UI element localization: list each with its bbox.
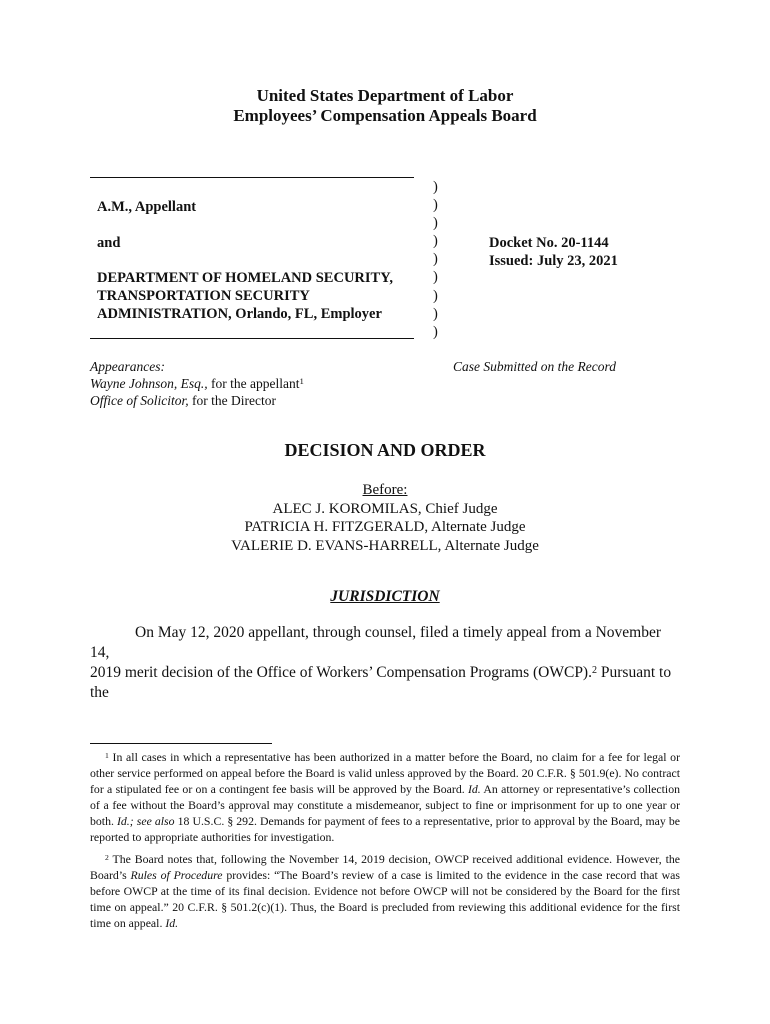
footnote-separator <box>90 743 272 744</box>
body-paragraph <box>90 623 680 703</box>
caption-bottom-rule <box>90 338 414 339</box>
appearances-block <box>90 358 304 409</box>
body-line-2: 2019 merit decision of the Office of Workers’ Compensation Programs (OWCP).$^2$ Pursuant to the <box>90 664 672 701</box>
footnote-1: $^1$ In all cases in which a representative has been authorized in a matter before the Board, no claim for a fee for legal or other service performed on appeal before the Board is valid unless approved by the Board. 20 C.F.R. § 501.9(e). No contract for a stipulated fee or on a contingent fee basis will be approved by the Board. Id. An attorney or representative’s collection of a fee without the Board’s approval may constitute a misdemeanor, subject to fine or imprisonment for up to one year or both. Id.; see also 18 U.S.C. § 292. Demands for payment of fees to a representative, prior to approval by the Board, may be reported to appropriate authorities for investigation. <box>90 750 680 844</box>
decision-title: DECISION AND ORDER <box>284 440 486 460</box>
jurisdiction-heading: JURISDICTION <box>330 588 440 605</box>
caption-top-rule <box>90 177 414 178</box>
judge-3: VALERIE D. EVANS-HARRELL, Alternate Judge <box>231 537 539 554</box>
caption-parentheses: ) ) ) ) ) ) ) ) ) <box>433 179 438 340</box>
appearance-director: Office of Solicitor, for the Director <box>90 393 276 408</box>
footnote-2: $^2$ The Board notes that, following the November 14, 2019 decision, OWCP received additional evidence. However, the Board’s Rules of Procedure provides: “The Board’s review of a case is limited to the evidence in the case record that was before OWCP at the time of its final decision. Evidence not before OWCP will not be considered by the Board for the first time on appeal.” 20 C.F.R. § 501.2(c)(1). Thus, the Board is precluded from reviewing this additional evidence for the first time on appeal. Id. <box>90 852 680 930</box>
before-label: Before: <box>362 482 408 498</box>
caption-and: and <box>97 235 121 251</box>
employer-line-3: ADMINISTRATION, Orlando, FL, Employer <box>97 306 382 322</box>
body-line-1: On May 12, 2020 appellant, through counsel, filed a timely appeal from a November 14, <box>90 624 661 661</box>
judge-2: PATRICIA H. FITZGERALD, Alternate Judge <box>244 519 526 535</box>
board-title: Employees’ Compensation Appeals Board <box>233 106 537 125</box>
appearances-heading: Appearances: <box>90 359 165 374</box>
appearance-appellant: Wayne Johnson, Esq., for the appellant$^1$ <box>90 376 304 391</box>
judge-1: ALEC J. KOROMILAS, Chief Judge <box>272 500 498 517</box>
employer-line-1: DEPARTMENT OF HOMELAND SECURITY, <box>97 270 393 286</box>
issued-date: Issued: July 23, 2021 <box>489 253 618 269</box>
appellant-name: A.M., Appellant <box>97 199 197 215</box>
agency-title: United States Department of Labor <box>256 86 514 105</box>
panel-block <box>0 481 770 555</box>
case-submitted-note: Case Submitted on the Record <box>453 359 616 374</box>
employer-line-2: TRANSPORTATION SECURITY <box>97 288 310 304</box>
docket-number: Docket No. 20-1144 <box>489 235 609 251</box>
